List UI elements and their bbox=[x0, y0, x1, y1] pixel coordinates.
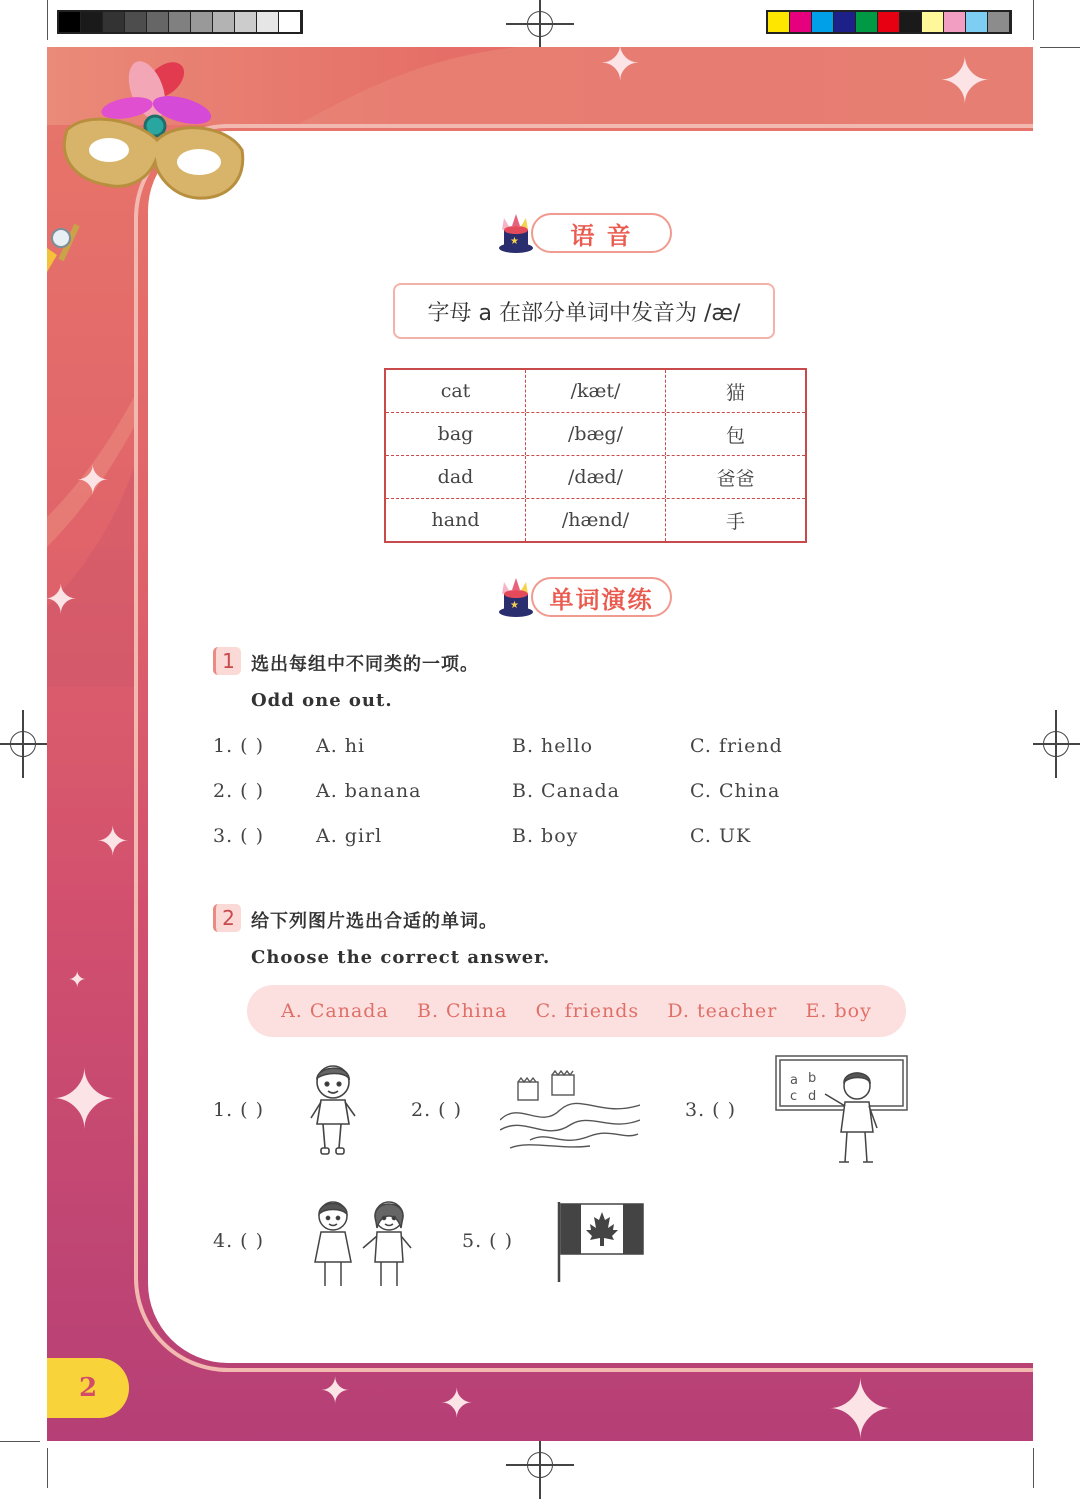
calibration-swatch bbox=[790, 12, 812, 32]
table-cell-ipa: /dæd/ bbox=[525, 456, 665, 498]
phonics-rule: 字母 a 在部分单词中发音为 /æ/ bbox=[393, 283, 775, 339]
board-letter: d bbox=[808, 1089, 817, 1104]
calibration-swatch bbox=[191, 12, 213, 32]
registration-mark-top bbox=[527, 11, 553, 37]
word-option: A. Canada bbox=[281, 1000, 389, 1022]
picture-item-label[interactable]: 4. ( ) bbox=[213, 1230, 265, 1252]
registration-mark-right bbox=[1043, 731, 1069, 757]
table-cell-meaning: 包 bbox=[665, 413, 805, 455]
calibration-swatch bbox=[257, 12, 279, 32]
sparkle-icon: ✦ bbox=[440, 1381, 474, 1427]
calibration-swatch bbox=[834, 12, 856, 32]
table-cell-meaning: 爸爸 bbox=[665, 456, 805, 498]
calibration-swatch bbox=[878, 12, 900, 32]
svg-text:★: ★ bbox=[510, 600, 519, 611]
vocab-table bbox=[384, 368, 807, 543]
trim-line bbox=[1033, 1448, 1034, 1488]
registration-mark-left bbox=[10, 731, 36, 757]
svg-text:★: ★ bbox=[510, 236, 519, 247]
picture-item-label[interactable]: 2. ( ) bbox=[411, 1099, 463, 1121]
board-letter: a bbox=[790, 1073, 798, 1088]
grayscale-calibration-bar bbox=[57, 10, 303, 34]
table-cell-meaning: 猫 bbox=[665, 370, 805, 412]
table-cell-word: dad bbox=[437, 466, 474, 488]
magic-hat-icon bbox=[496, 576, 534, 618]
sparkle-icon: ✦ bbox=[96, 819, 130, 865]
word-option: C. friends bbox=[535, 1000, 640, 1022]
calibration-swatch bbox=[900, 12, 922, 32]
trim-line bbox=[0, 1441, 40, 1442]
sparkle-icon: ✦ bbox=[76, 458, 110, 504]
calibration-swatch bbox=[147, 12, 169, 32]
sparkle-icon: ✦ bbox=[44, 577, 78, 623]
question-label[interactable]: 1. ( ) bbox=[213, 735, 265, 757]
table-row bbox=[386, 455, 805, 498]
option-a: A. banana bbox=[316, 780, 422, 802]
sparkle-icon: ✦ bbox=[826, 1363, 895, 1458]
trim-line bbox=[1033, 0, 1034, 40]
color-calibration-bar bbox=[766, 10, 1012, 34]
sparkle-icon: ✦ bbox=[938, 45, 992, 119]
table-cell-meaning: 手 bbox=[665, 499, 805, 541]
page-number: 2 bbox=[47, 1358, 129, 1418]
word-option: D. teacher bbox=[667, 1000, 778, 1022]
carnival-mask-icon bbox=[47, 50, 252, 280]
option-a: A. hi bbox=[316, 735, 366, 757]
canada-flag-icon bbox=[556, 1200, 646, 1285]
calibration-swatch bbox=[856, 12, 878, 32]
table-row bbox=[386, 370, 805, 412]
word-bank bbox=[247, 985, 906, 1037]
option-b: B. hello bbox=[512, 735, 594, 757]
calibration-swatch bbox=[213, 12, 235, 32]
question-label[interactable]: 2. ( ) bbox=[213, 780, 265, 802]
board-letter: c bbox=[790, 1089, 798, 1104]
table-cell-ipa: /hænd/ bbox=[525, 499, 665, 541]
sparkle-icon: ✦ bbox=[600, 36, 641, 92]
exercise-number: 2 bbox=[213, 904, 241, 932]
calibration-swatch bbox=[103, 12, 125, 32]
magic-hat-icon bbox=[496, 212, 534, 254]
section-title-pronunciation: 语 音 bbox=[531, 213, 672, 253]
friends-icon bbox=[305, 1196, 415, 1294]
option-b: B. Canada bbox=[512, 780, 620, 802]
calibration-swatch bbox=[279, 12, 301, 32]
table-cell-word: cat bbox=[440, 380, 471, 402]
sparkle-icon: ✦ bbox=[68, 968, 87, 993]
registration-mark-bottom bbox=[527, 1452, 553, 1478]
table-row bbox=[386, 412, 805, 455]
exercise-title: 选出每组中不同类的一项。 bbox=[251, 654, 479, 675]
calibration-swatch bbox=[922, 12, 944, 32]
sparkle-icon: ✦ bbox=[50, 1053, 119, 1148]
calibration-swatch bbox=[59, 12, 81, 32]
table-cell-word: hand bbox=[431, 509, 480, 531]
trim-line bbox=[47, 1448, 48, 1488]
calibration-swatch bbox=[812, 12, 834, 32]
trim-line bbox=[47, 0, 48, 40]
teacher-icon bbox=[775, 1054, 909, 1169]
calibration-swatch bbox=[169, 12, 191, 32]
exercise-subtitle: Choose the correct answer. bbox=[251, 947, 551, 968]
calibration-swatch bbox=[125, 12, 147, 32]
section-title-practice: 单词演练 bbox=[531, 577, 672, 617]
exercise-number: 1 bbox=[213, 647, 241, 675]
trim-line bbox=[1040, 47, 1080, 48]
picture-item-label[interactable]: 1. ( ) bbox=[213, 1099, 265, 1121]
calibration-swatch bbox=[768, 12, 790, 32]
exercise-subtitle: Odd one out. bbox=[251, 690, 393, 711]
table-cell-ipa: /kæt/ bbox=[525, 370, 665, 412]
calibration-swatch bbox=[81, 12, 103, 32]
boy-icon bbox=[303, 1060, 367, 1160]
great-wall-icon bbox=[500, 1070, 640, 1150]
question-label[interactable]: 3. ( ) bbox=[213, 825, 265, 847]
board-letter: b bbox=[808, 1071, 817, 1086]
option-b: B. boy bbox=[512, 825, 579, 847]
option-c: C. friend bbox=[690, 735, 783, 757]
table-cell-word: bag bbox=[437, 423, 474, 445]
calibration-swatch bbox=[966, 12, 988, 32]
table-row bbox=[386, 498, 805, 541]
picture-item-label[interactable]: 5. ( ) bbox=[462, 1230, 514, 1252]
calibration-swatch bbox=[235, 12, 257, 32]
exercise-title: 给下列图片选出合适的单词。 bbox=[251, 911, 498, 932]
word-option: E. boy bbox=[805, 1000, 872, 1022]
calibration-swatch bbox=[988, 12, 1010, 32]
option-c: C. China bbox=[690, 780, 781, 802]
sparkle-icon: ✦ bbox=[320, 1371, 351, 1412]
picture-item-label[interactable]: 3. ( ) bbox=[685, 1099, 737, 1121]
option-c: C. UK bbox=[690, 825, 752, 847]
table-cell-ipa: /bæg/ bbox=[525, 413, 665, 455]
option-a: A. girl bbox=[316, 825, 383, 847]
word-option: B. China bbox=[416, 1000, 508, 1022]
calibration-swatch bbox=[944, 12, 966, 32]
